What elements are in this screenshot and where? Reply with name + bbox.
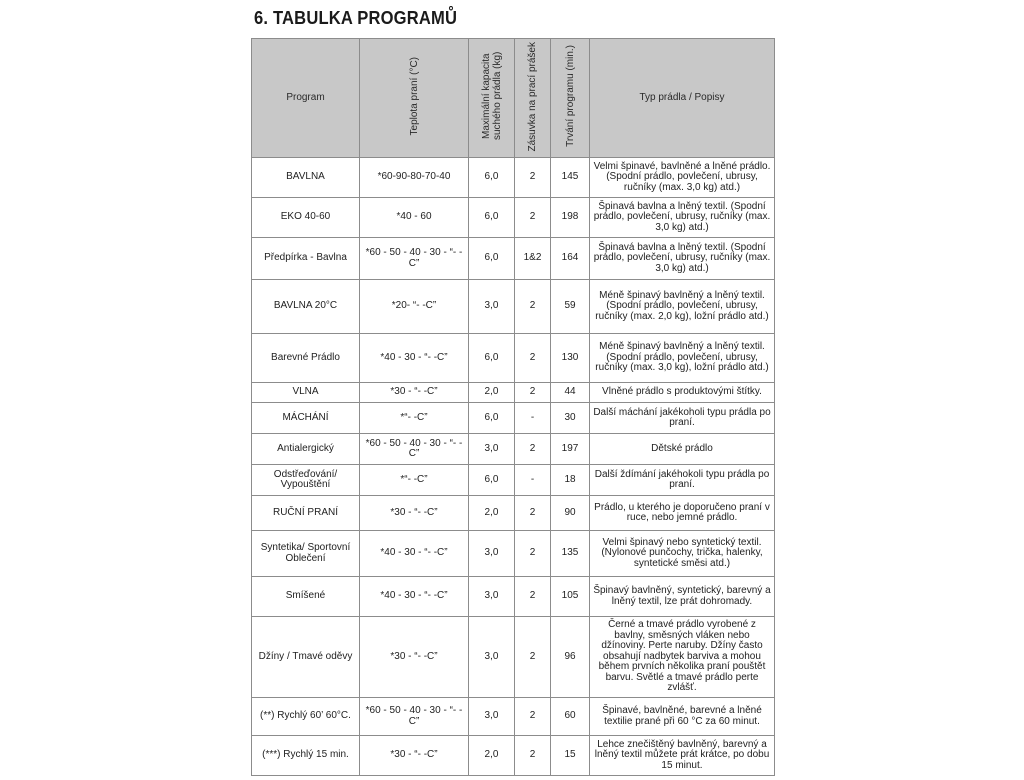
cell-program: Odstřeďování/ Vypouštění xyxy=(252,465,360,496)
table-row xyxy=(252,334,775,383)
cell-temp: *60 - 50 - 40 - 30 - “- -C” xyxy=(360,434,469,465)
cell-program: MÁCHÁNÍ xyxy=(252,403,360,434)
cell-program: (***) Rychlý 15 min. xyxy=(252,736,360,776)
cell-drawer: 2 xyxy=(515,496,551,531)
program-table xyxy=(251,38,775,776)
cell-capacity: 6,0 xyxy=(469,238,515,280)
cell-drawer: 2 xyxy=(515,617,551,698)
cell-drawer: 2 xyxy=(515,334,551,383)
cell-desc: Velmi špinavý nebo syntetický textil. (Nylonové punčochy, trička, halenky, syntetické směsi atd.) xyxy=(590,531,775,577)
cell-drawer: - xyxy=(515,403,551,434)
cell-capacity: 2,0 xyxy=(469,383,515,403)
cell-duration: 197 xyxy=(551,434,590,465)
cell-temp: *60 - 50 - 40 - 30 - “- -C” xyxy=(360,238,469,280)
cell-duration: 60 xyxy=(551,698,590,736)
cell-desc: Méně špinavý bavlněný a lněný textil. (Spodní prádlo, povlečení, ubrusy, ručníky (max. 2,0 kg), ložní prádlo atd.) xyxy=(590,280,775,334)
cell-temp: *30 - “- -C” xyxy=(360,736,469,776)
cell-drawer: 2 xyxy=(515,280,551,334)
cell-temp: *40 - 30 - “- -C” xyxy=(360,531,469,577)
cell-program: RUČNÍ PRANÍ xyxy=(252,496,360,531)
cell-program: Antialergický xyxy=(252,434,360,465)
cell-temp: *30 - “- -C” xyxy=(360,496,469,531)
table-row xyxy=(252,434,775,465)
cell-desc: Dětské prádlo xyxy=(590,434,775,465)
cell-drawer: 2 xyxy=(515,698,551,736)
table-row xyxy=(252,736,775,776)
cell-desc: Špinavé, bavlněné, barevné a lněné textilie prané při 60 °C za 60 minut. xyxy=(590,698,775,736)
cell-drawer: 2 xyxy=(515,198,551,238)
table-row xyxy=(252,465,775,496)
cell-desc: Špinavá bavlna a lněný textil. (Spodní prádlo, povlečení, ubrusy, ručníky (max. 3,0 kg) atd.) xyxy=(590,238,775,280)
cell-temp: *“- -C” xyxy=(360,403,469,434)
table-row xyxy=(252,403,775,434)
table-row xyxy=(252,531,775,577)
cell-desc: Špinavý bavlněný, syntetický, barevný a lněný textil, lze prát dohromady. xyxy=(590,577,775,617)
table-row xyxy=(252,496,775,531)
cell-temp: *60-90-80-70-40 xyxy=(360,158,469,198)
cell-drawer: 2 xyxy=(515,577,551,617)
cell-duration: 105 xyxy=(551,577,590,617)
cell-program: (**) Rychlý 60’ 60°C. xyxy=(252,698,360,736)
cell-program: EKO 40-60 xyxy=(252,198,360,238)
cell-capacity: 6,0 xyxy=(469,403,515,434)
cell-capacity: 2,0 xyxy=(469,496,515,531)
table-row xyxy=(252,383,775,403)
cell-duration: 198 xyxy=(551,198,590,238)
cell-temp: *40 - 30 - “- -C” xyxy=(360,577,469,617)
cell-capacity: 3,0 xyxy=(469,434,515,465)
cell-capacity: 3,0 xyxy=(469,577,515,617)
page-title: 6. TABULKA PROGRAMŮ xyxy=(254,8,458,28)
header-capacity: Maximální kapacita suchého prádla (kg) xyxy=(469,39,515,158)
cell-program: BAVLNA 20°C xyxy=(252,280,360,334)
cell-capacity: 6,0 xyxy=(469,334,515,383)
cell-desc: Velmi špinavé, bavlněné a lněné prádlo. (Spodní prádlo, povlečení, ubrusy, ručníky (max. 3,0 kg) atd.) xyxy=(590,158,775,198)
cell-capacity: 3,0 xyxy=(469,698,515,736)
table-row xyxy=(252,617,775,698)
cell-capacity: 3,0 xyxy=(469,617,515,698)
cell-capacity: 3,0 xyxy=(469,531,515,577)
header-duration: Trvání programu (min.) xyxy=(551,39,590,158)
cell-duration: 30 xyxy=(551,403,590,434)
table-row xyxy=(252,158,775,198)
cell-desc: Další ždímání jakéhokoli typu prádla po praní. xyxy=(590,465,775,496)
cell-temp: *20- “- -C” xyxy=(360,280,469,334)
cell-duration: 59 xyxy=(551,280,590,334)
cell-temp: *40 - 30 - “- -C” xyxy=(360,334,469,383)
header-drawer: Zásuvka na prací prášek xyxy=(515,39,551,158)
cell-program: Barevné Prádlo xyxy=(252,334,360,383)
table-row xyxy=(252,577,775,617)
cell-drawer: - xyxy=(515,465,551,496)
cell-program: Smíšené xyxy=(252,577,360,617)
cell-duration: 44 xyxy=(551,383,590,403)
cell-duration: 90 xyxy=(551,496,590,531)
cell-drawer: 2 xyxy=(515,736,551,776)
cell-drawer: 2 xyxy=(515,434,551,465)
header-row xyxy=(252,39,775,158)
table-row xyxy=(252,198,775,238)
cell-capacity: 2,0 xyxy=(469,736,515,776)
cell-duration: 15 xyxy=(551,736,590,776)
table-row xyxy=(252,280,775,334)
cell-desc: Méně špinavý bavlněný a lněný textil. (Spodní prádlo, povlečení, ubrusy, ručníky (max. 3,0 kg), ložní prádlo atd.) xyxy=(590,334,775,383)
header-type: Typ prádla / Popisy xyxy=(590,39,775,158)
cell-drawer: 1&2 xyxy=(515,238,551,280)
cell-duration: 96 xyxy=(551,617,590,698)
cell-capacity: 6,0 xyxy=(469,198,515,238)
cell-program: Syntetika/ Sportovní Oblečení xyxy=(252,531,360,577)
cell-desc: Lehce znečištěný bavlněný, barevný a lněný textil můžete prát krátce, po dobu 15 minut. xyxy=(590,736,775,776)
table-row xyxy=(252,698,775,736)
cell-desc: Prádlo, u kterého je doporučeno praní v ruce, nebo jemné prádlo. xyxy=(590,496,775,531)
cell-desc: Další máchání jakékoholi typu prádla po praní. xyxy=(590,403,775,434)
cell-duration: 135 xyxy=(551,531,590,577)
cell-duration: 18 xyxy=(551,465,590,496)
cell-program: Džíny / Tmavé oděvy xyxy=(252,617,360,698)
cell-temp: *40 - 60 xyxy=(360,198,469,238)
cell-temp: *60 - 50 - 40 - 30 - “- -C” xyxy=(360,698,469,736)
cell-temp: *“- -C” xyxy=(360,465,469,496)
cell-program: VLNA xyxy=(252,383,360,403)
header-program: Program xyxy=(252,39,360,158)
table-row xyxy=(252,238,775,280)
cell-drawer: 2 xyxy=(515,158,551,198)
cell-desc: Černé a tmavé prádlo vyrobené z bavlny, směsných vláken nebo džínoviny. Perte naruby. Džíny často obsahují nadbytek barviva a mohou během prvních několika praní pouštět barvu. Světlé a tmavé prádlo perte zvlášť. xyxy=(590,617,775,698)
cell-drawer: 2 xyxy=(515,531,551,577)
cell-capacity: 6,0 xyxy=(469,465,515,496)
cell-desc: Vlněné prádlo s produktovými štítky. xyxy=(590,383,775,403)
cell-program: BAVLNA xyxy=(252,158,360,198)
cell-capacity: 3,0 xyxy=(469,280,515,334)
cell-duration: 145 xyxy=(551,158,590,198)
cell-temp: *30 - “- -C” xyxy=(360,617,469,698)
cell-duration: 130 xyxy=(551,334,590,383)
header-temp: Teplota praní (°C) xyxy=(360,39,469,158)
cell-program: Předpírka - Bavlna xyxy=(252,238,360,280)
cell-drawer: 2 xyxy=(515,383,551,403)
cell-capacity: 6,0 xyxy=(469,158,515,198)
cell-duration: 164 xyxy=(551,238,590,280)
cell-temp: *30 - “- -C” xyxy=(360,383,469,403)
cell-desc: Špinavá bavlna a lněný textil. (Spodní prádlo, povlečení, ubrusy, ručníky (max. 3,0 kg) atd.) xyxy=(590,198,775,238)
